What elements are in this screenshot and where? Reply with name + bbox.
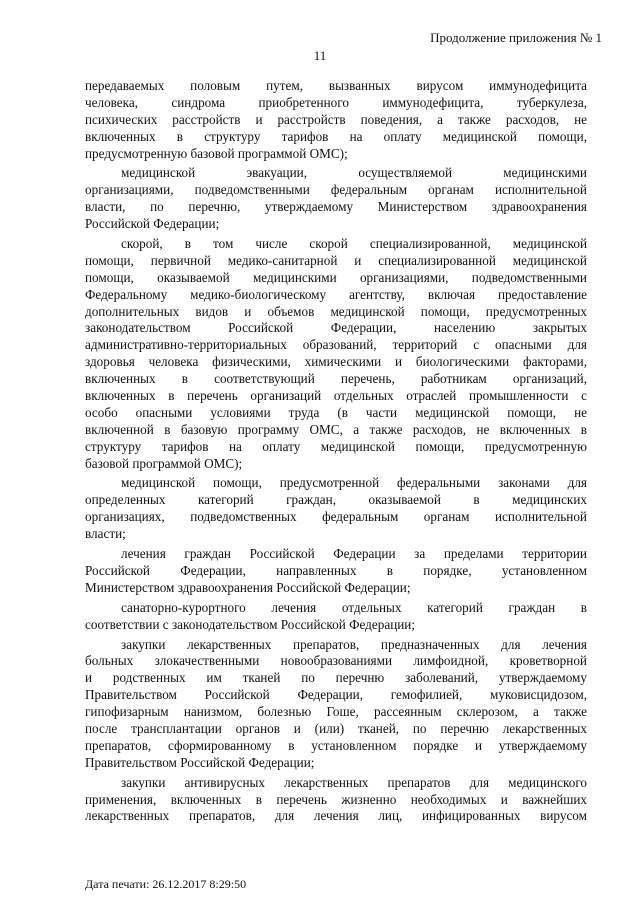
text-line: помощи, оказываемой медицинскими организациями, подведомственными: [85, 269, 587, 285]
paragraph: [85, 546, 587, 597]
text-line: включенных в соответствующий перечень, работникам организаций,: [85, 371, 587, 387]
paragraph: [85, 78, 587, 162]
text-line: Российской Федерации, направленных в порядке, установленном: [85, 562, 587, 578]
paragraph: [85, 600, 587, 634]
text-line: и родственных им тканей по перечню заболеваний, утверждаемому: [85, 670, 587, 686]
text-line: предусмотренную базовой программой ОМС);: [85, 145, 348, 161]
text-line: власти;: [85, 526, 126, 542]
text-line: медицинской эвакуации, осуществляемой медицинскими: [121, 165, 587, 181]
text-line: психических расстройств и расстройств поведения, а также расходов, не: [85, 111, 587, 127]
text-line: санаторно-курортного лечения отдельных категорий граждан в: [121, 599, 587, 615]
text-line: человека, синдрома приобретенного иммунодефицита, туберкулеза,: [85, 94, 587, 110]
text-line: закупки лекарственных препаратов, предназначенных для лечения: [121, 636, 587, 652]
text-line: медицинской помощи, предусмотренной федеральными законами для: [121, 475, 587, 491]
paragraph: [85, 775, 587, 826]
text-line: особо опасными условиями труда (в части медицинской помощи, не: [85, 404, 587, 420]
text-line: Правительством Российской Федерации, гемофилией, муковисцидозом,: [85, 687, 587, 703]
text-line: закупки антивирусных лекарственных препаратов для медицинского: [121, 774, 587, 790]
document-body: [85, 78, 587, 828]
text-line: соответствии с законодательством Российской Федерации;: [85, 616, 416, 632]
text-line: препаратов, сформированному в установленном порядке и утверждаемому: [85, 737, 587, 753]
text-line: Правительством Российской Федерации;: [85, 754, 315, 770]
text-line: законодательством Российской Федерации, населению закрытых: [85, 320, 587, 336]
text-line: скорой, в том числе скорой специализированной, медицинской: [121, 236, 587, 252]
paragraph: [85, 637, 587, 772]
text-line: Федеральному медико-биологическому агентству, включая предоставление: [85, 286, 587, 302]
appendix-continuation-note: Продолжение приложения № 1: [430, 30, 602, 45]
print-date-footer: Дата печати: 26.12.2017 8:29:50: [85, 877, 247, 891]
text-line: передаваемых половым путем, вызванных вирусом иммунодефицита: [85, 78, 587, 93]
text-line: структуру тарифов на оплату медицинской помощи, предусмотренную: [85, 438, 587, 454]
paragraph: [85, 165, 587, 233]
text-line: определенных категорий граждан, оказываемой в медицинских: [85, 492, 587, 508]
text-line: Российской Федерации;: [85, 216, 220, 232]
paragraph: [85, 475, 587, 543]
text-line: лечения граждан Российской Федерации за пределами территории: [121, 546, 587, 562]
text-line: административно-территориальных образований, территорий с опасными для: [85, 337, 587, 353]
text-line: больных злокачественными новообразованиями лимфоидной, кроветворной: [85, 653, 587, 669]
text-line: Министерством здравоохранения Российской Федерации;: [85, 579, 411, 595]
text-line: включенной в базовую программу ОМС, а также расходов, не включенных в: [85, 421, 587, 437]
text-line: дополнительных видов и объемов медицинской помощи, предусмотренных: [85, 303, 587, 319]
text-line: включенных в структуру тарифов на оплату медицинской помощи,: [85, 128, 587, 144]
text-line: лекарственных препаратов, для лечения лиц, инфицированных вирусом: [85, 808, 587, 824]
text-line: помощи, первичной медико-санитарной и специализированной медицинской: [85, 252, 587, 268]
page-number: 11: [313, 48, 327, 63]
text-line: применения, включенных в перечень жизненно необходимых и важнейших: [85, 791, 587, 807]
text-line: гипофизарным нанизмом, болезнью Гоше, рассеянным склерозом, а также: [85, 704, 587, 720]
text-line: включенных в перечень организаций отдельных отраслей промышленности с: [85, 388, 587, 404]
text-line: базовой программой ОМС);: [85, 455, 243, 471]
text-line: организациями, подведомственными федеральным органам исполнительной: [85, 182, 587, 198]
text-line: организациях, подведомственных федеральным органам исполнительной: [85, 509, 587, 525]
text-line: после трансплантации органов и (или) тканей, по перечню лекарственных: [85, 720, 587, 736]
paragraph: [85, 236, 587, 472]
text-line: здоровья человека физическими, химическими и биологическими факторами,: [85, 354, 587, 370]
text-line: власти, по перечню, утверждаемому Министерством здравоохранения: [85, 199, 587, 215]
